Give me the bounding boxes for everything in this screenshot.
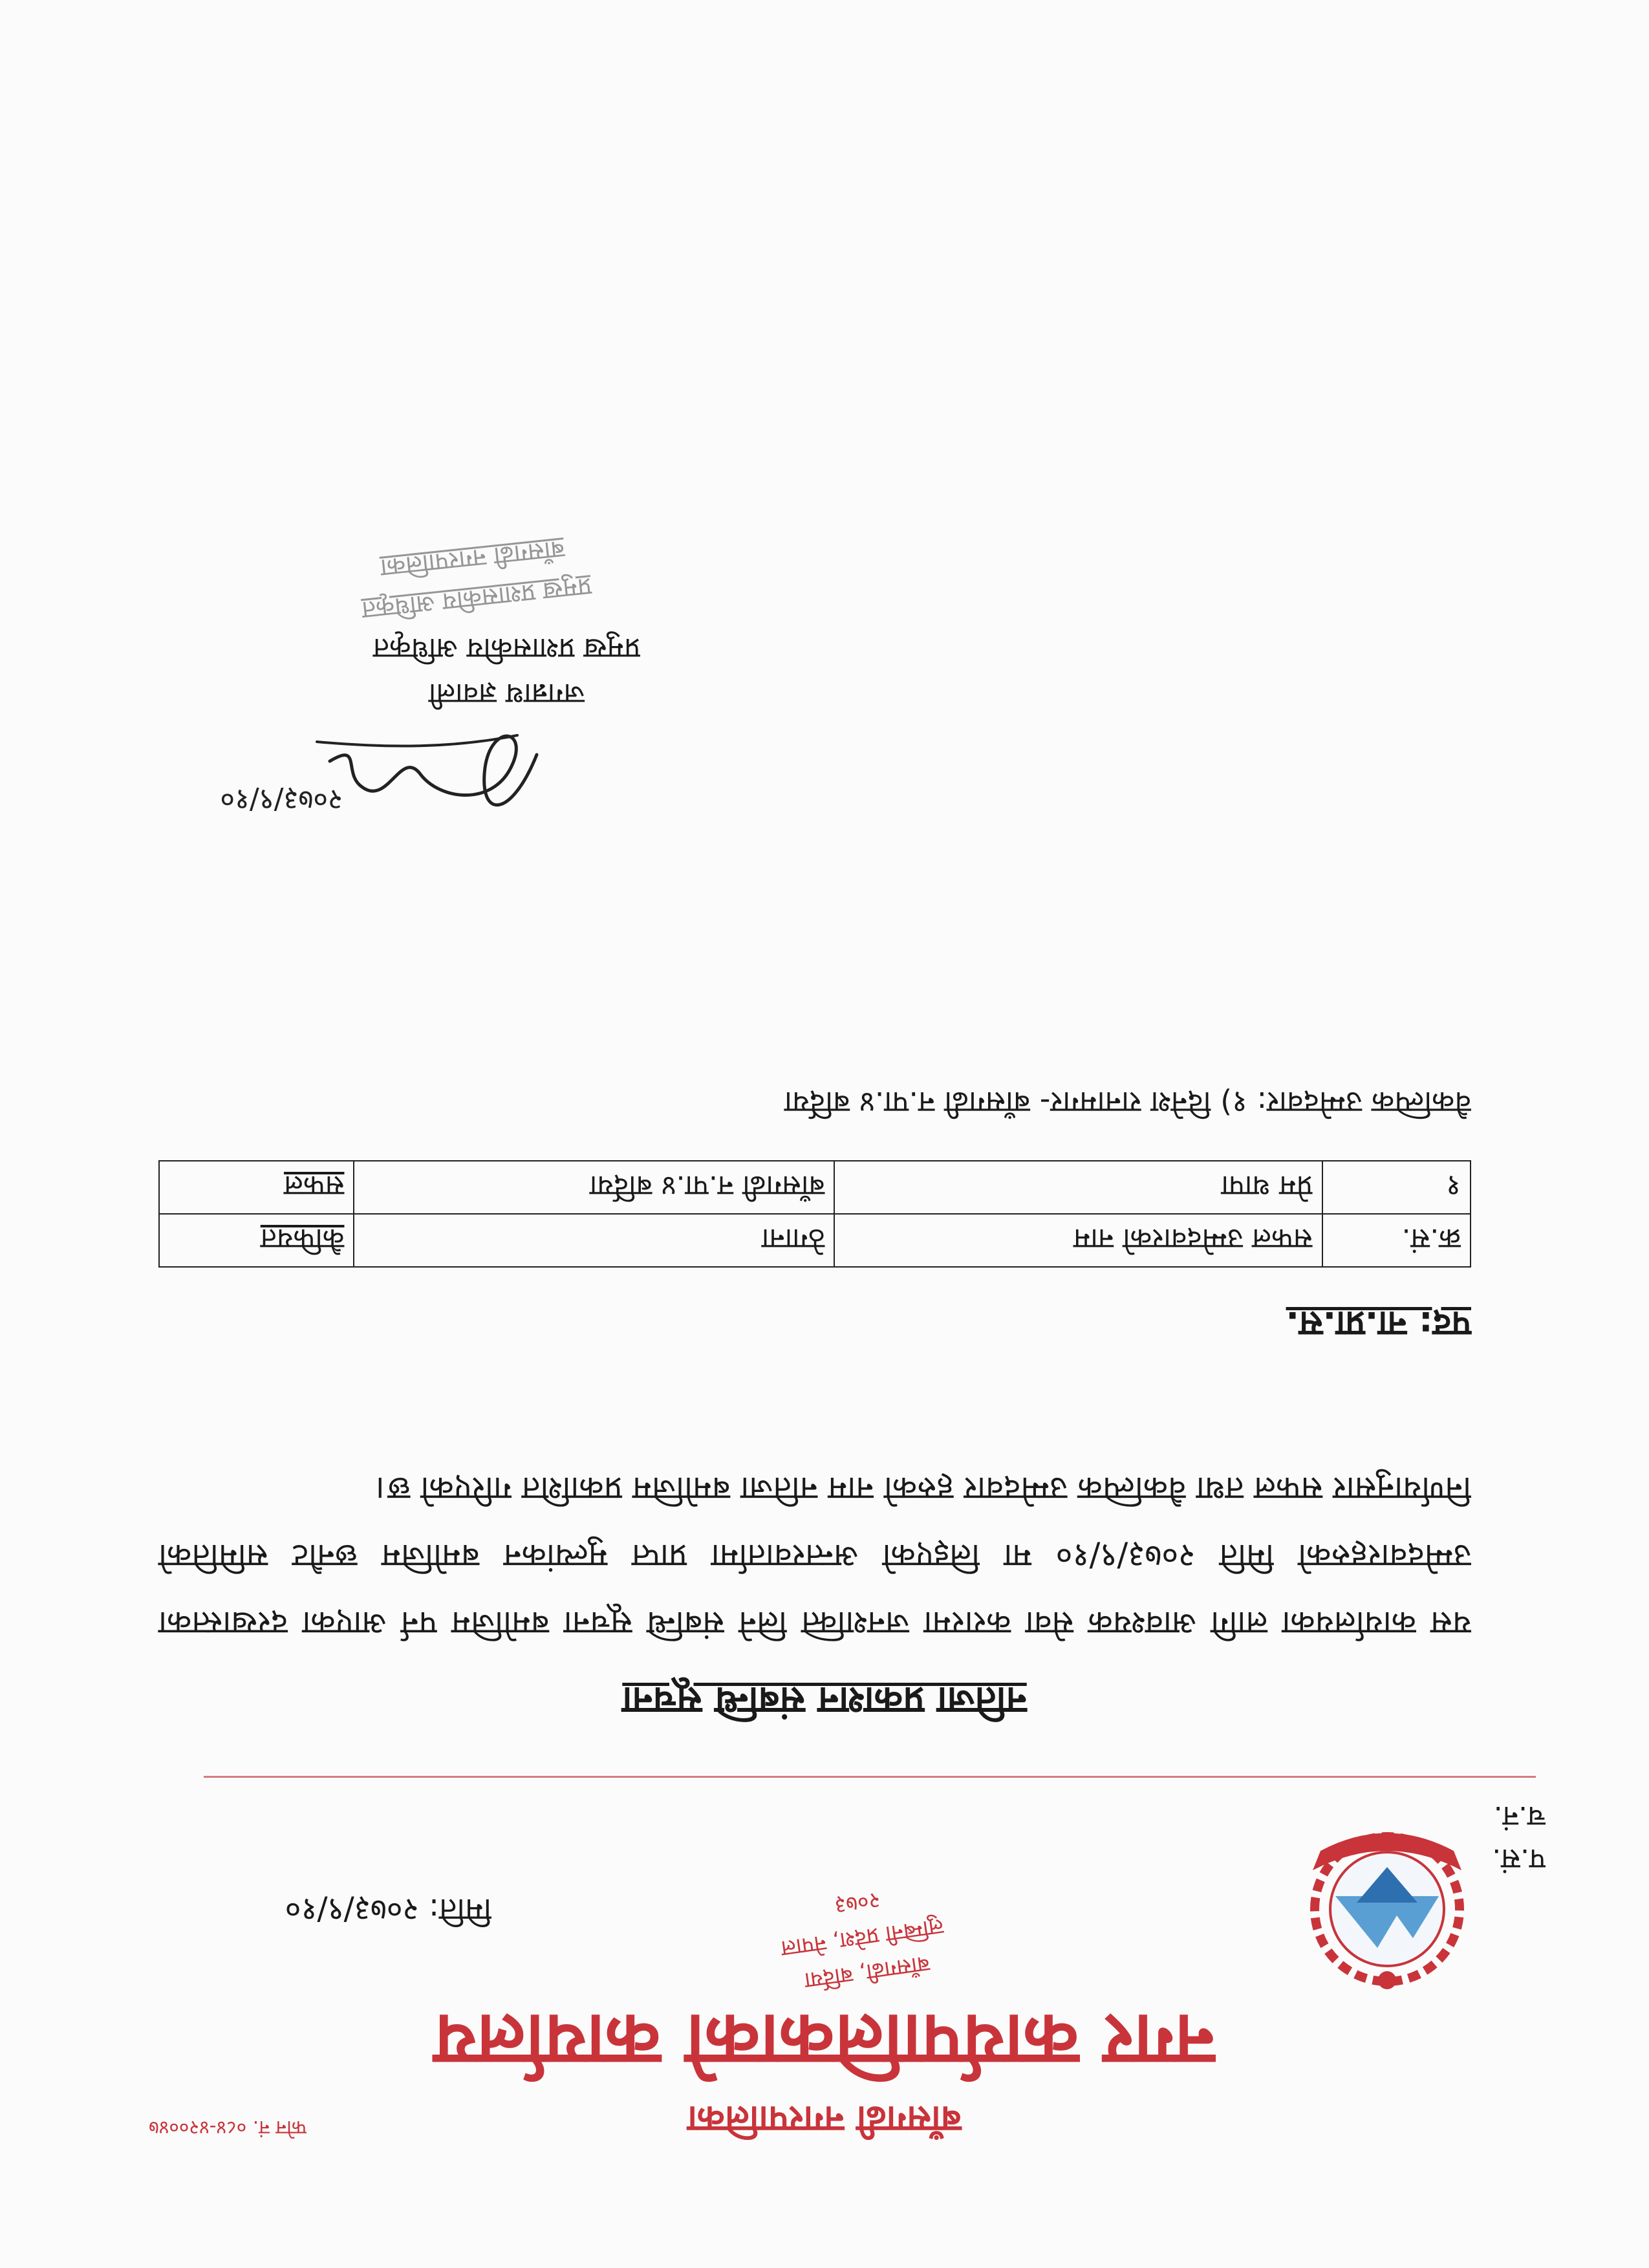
letter-date: मिति: २०७३/९/१० bbox=[285, 1892, 491, 1928]
table-cell: प्रेम थापा bbox=[834, 1161, 1322, 1214]
table-row bbox=[159, 1161, 1471, 1214]
office-stamp bbox=[704, 1834, 1017, 2010]
chalani-number-label: च.नं. bbox=[1493, 1800, 1546, 1833]
signature-date: २०७३/९/१० bbox=[220, 783, 343, 816]
ghost-stamp-line: प्रमुख प्रशासकीय अधिकृत bbox=[360, 572, 593, 625]
stamp-line: बाँसगढी, बर्दिया bbox=[803, 1950, 932, 1994]
stamp-line: २०७३ bbox=[833, 1886, 882, 1919]
table-header-row bbox=[159, 1214, 1471, 1267]
phone-number: फोन नं. ०८४-४२००४७ bbox=[149, 2116, 307, 2139]
notice-body: यस कार्यालयका लागि आवश्यक सेवा करारमा जनशक्ति लिने संबन्धि सूचना बमोजिम पर्न आएका दरखास्तका उम्मेदवारहरुको मिति २०७३/९/१० मा लिइएको अन्तरवार्तामा प्राप्त मुल्यांकन बमोजिम छनौट समितिको निर्णयानुसार सफल तथा वैकल्पिक उम्मेदवार हरुको नाम नतिजा बमोजिम प्रकाशित गरिएको छ। bbox=[158, 1470, 1471, 1642]
table-cell: १ bbox=[1322, 1161, 1471, 1214]
notice-heading: नतिजा प्रकाशन संबन्धि सूचना bbox=[622, 1679, 1027, 1723]
reference-block bbox=[1492, 1795, 1546, 1880]
signatory-name: जगन्नाथ ज्ञवाली bbox=[428, 677, 585, 710]
signatory-block bbox=[373, 625, 640, 716]
results-table bbox=[158, 1160, 1471, 1268]
patra-sankhya-label: प.सं. bbox=[1492, 1842, 1546, 1875]
ghost-stamp-line: बाँसगढी नगरपालिका bbox=[379, 535, 566, 583]
faded-designation-stamp bbox=[285, 471, 659, 637]
government-emblem-icon bbox=[1300, 1819, 1474, 2000]
municipality-name: बाँसगढी नगरपालिका bbox=[687, 2098, 962, 2140]
signatory-title: प्रमुख प्रशासकीय अधिकृत bbox=[372, 632, 640, 665]
post-label: पद: ना.प्रा.स. bbox=[1286, 1304, 1471, 1345]
column-header: सफल उम्मेदवारको नाम bbox=[834, 1214, 1322, 1267]
handwritten-signature bbox=[220, 703, 556, 845]
table-cell: बाँसगढी न.पा.४ बर्दिया bbox=[354, 1161, 834, 1214]
column-header: कैफियत bbox=[159, 1214, 354, 1267]
letterhead-divider bbox=[204, 1776, 1536, 1778]
alternate-candidate: वैकल्पिक उम्मेदवार: १) दिनेश रानामगर- बाँसगढी न.पा.४ बर्दिया bbox=[784, 1085, 1471, 1120]
office-title: नगर कार्यपालिकाको कार्यालय bbox=[434, 1998, 1215, 2082]
column-header: ठेगाना bbox=[354, 1214, 834, 1267]
stamp-line: लुम्बिनी प्रदेश, नेपाल bbox=[779, 1913, 945, 1962]
table-cell: सफल bbox=[159, 1161, 354, 1214]
column-header: क्र.सं. bbox=[1322, 1214, 1471, 1267]
